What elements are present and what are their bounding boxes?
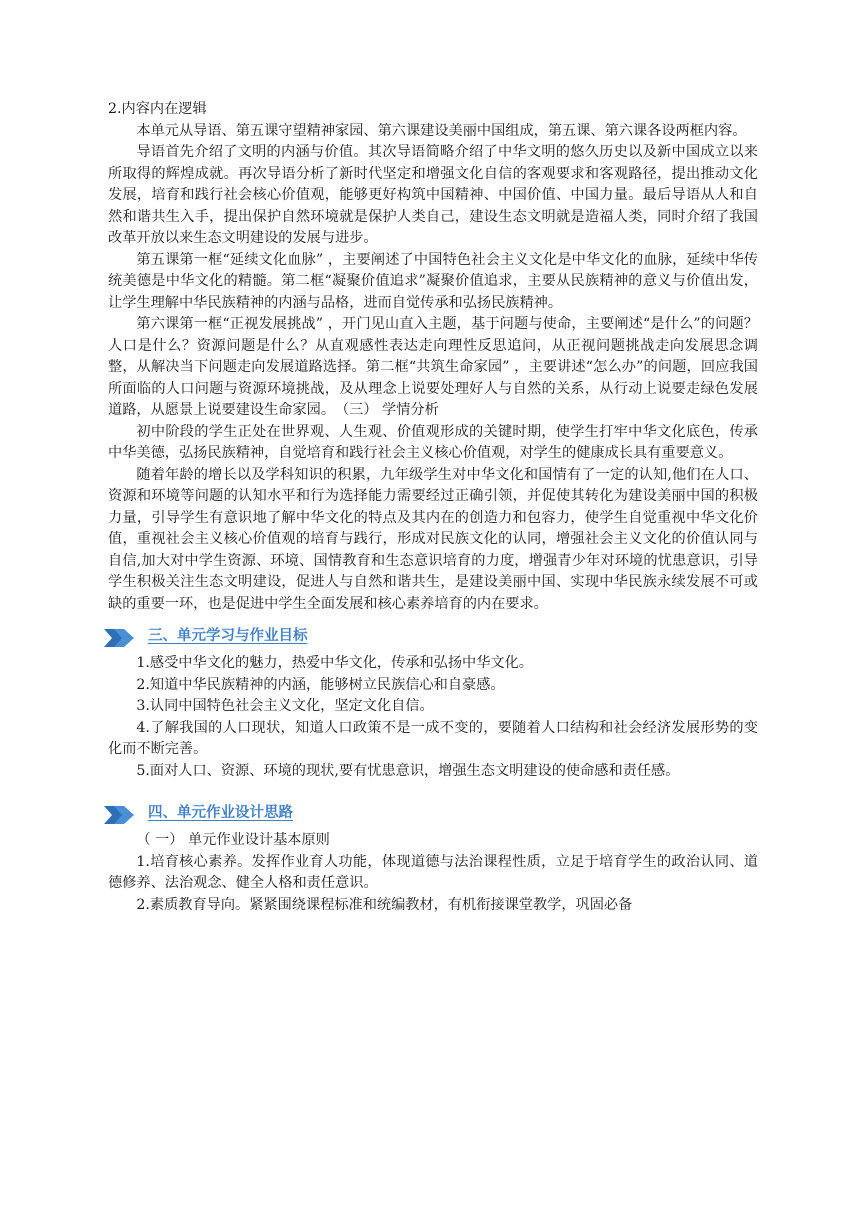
- paragraph: 本单元从导语、第五课守望精神家园、第六课建设美丽中国组成，第五课、第六课各设两框内容。: [136, 122, 747, 139]
- section-heading: 2.内容内在逻辑: [108, 101, 207, 117]
- goal-item: 2.知道中华民族精神的内涵，能够树立民族信心和自豪感。: [136, 676, 505, 693]
- chevron-arrow-icon: [102, 627, 136, 649]
- subheading: （ 一） 单元作业设计基本原则: [136, 832, 330, 848]
- section-title-row: [108, 625, 758, 651]
- section-title-row: [108, 802, 758, 828]
- goal-item: 1.感受中华文化的魅力，热爱中华文化，传承和弘扬中华文化。: [136, 655, 533, 671]
- principle-item: 1.培育核心素养。发挥作业育人功能，体现道德与法治课程性质，立足于培育学生的政治认同、道德修养、法治观念、健全人格和责任意识。: [108, 853, 758, 891]
- section-title: 三、单元学习与作业目标: [148, 628, 308, 644]
- paragraph: 第六课第一框“正视发展挑战” ，开门见山直入主题，基于问题与使命，主要阐述“是什么”的问题？人口是什么？资源问题是什么？从直观感性表达走向理性反思追问，从正视问题挑战走向发展思念调整，从解决当下问题走向发展道路选择。第二框“共筑生命家园” ，主要讲述“怎么办”的问题，回应我国所面临的人口问题与资源环境挑战，及从理念上说要处理好人与自然的关系，从行动上说要走绿色发展道路，从愿景上说要建设生命家园。 （三） 学情分析: [108, 316, 758, 418]
- goal-item: 5.面对人口、资源、环境的现状,要有忧患意识，增强生态文明建设的使命感和责任感。: [136, 762, 680, 779]
- paragraph: 随着年龄的增长以及学科知识的积累，九年级学生对中华文化和国情有了一定的认知,他们在人口、资源和环境等问题的认知水平和行为选择能力需要经过正确引领，并促使其转化为建设美丽中国的积极力量，引导学生有意识地了解中华文化的特点及其内在的创造力和包容力，使学生自觉重视中华文化价值，重视社会主义核心价值观的培育与践行，形成对民族文化的认同，增强社会主义文化的价值认同与自信,加大对中学生资源、环境、国情教育和生态意识培育的力度，增强青少年对环境的忧患意识，引导学生积极关注生态文明建设，促进人与自然和谐共生，是建设美丽中国、实现中华民族永续发展不可或缺的重要一环，也是促进中学生全面发展和核心素养培育的内在要求。: [108, 466, 758, 612]
- paragraph: 第五课第一框“延续文化血脉” ，主要阐述了中国特色社会主义文化是中华文化的血脉，延续中华传统美德是中华文化的精髓。第二框“凝聚价值追求”凝聚价值追求，主要从民族精神的意义与价值出发，让学生理解中华民族精神的内涵与品格，进而自觉传承和弘扬民族精神。: [108, 251, 758, 311]
- principle-item: 2.素质教育导向。紧紧围绕课程标准和统编教材，有机衔接课堂教学，巩固必备: [136, 896, 633, 913]
- goal-item: 4.了解我国的人口现状，知道人口政策不是一成不变的，要随着人口结构和社会经济发展形势的变化而不断完善。: [108, 719, 758, 757]
- goal-item: 3.认同中国特色社会主义文化，坚定文化自信。: [136, 698, 434, 714]
- paragraph: 初中阶段的学生正处在世界观、人生观、价值观形成的关键时期，使学生打牢中华文化底色，传承中华美德，弘扬民族精神，自觉培育和践行社会主义核心价值观，对学生的健康成长具有重要意义。: [108, 423, 758, 461]
- section-title: 四、单元作业设计思路: [148, 805, 293, 821]
- document-page: [108, 99, 758, 916]
- chevron-arrow-icon: [102, 804, 136, 826]
- paragraph: 导语首先介绍了文明的内涵与价值。其次导语简略介绍了中华文明的悠久历史以及新中国成立以来所取得的辉煌成就。再次导语分析了新时代坚定和增强文化自信的客观要求和客观路径，提出推动文化发展，培育和践行社会核心价值观，能够更好构筑中国精神、中国价值、中国力量。最后导语从人和自然和谐共生入手，提出保护自然环境就是保护人类自己，建设生态文明就是造福人类，同时介绍了我国改革开放以来生态文明建设的发展与进步。: [108, 144, 758, 246]
